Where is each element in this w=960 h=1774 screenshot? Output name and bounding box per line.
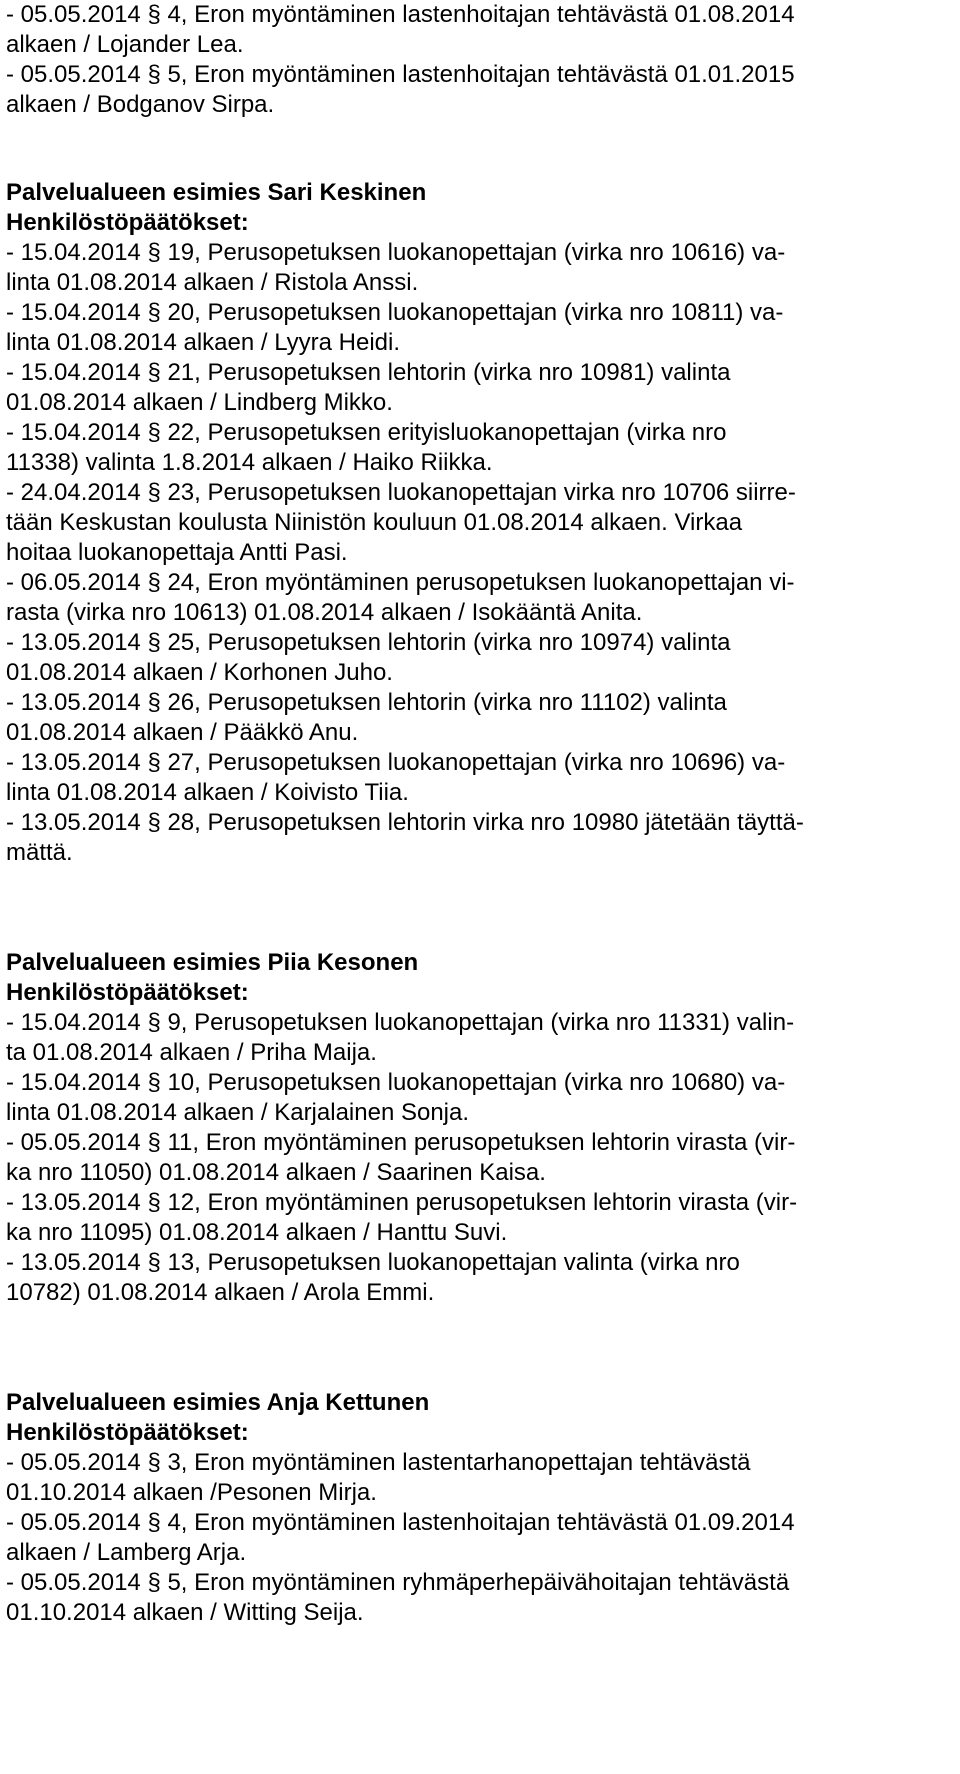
text-line: 01.10.2014 alkaen / Witting Seija. — [6, 1599, 364, 1626]
text-line: 10782) 01.08.2014 alkaen / Arola Emmi. — [6, 1279, 435, 1306]
text-line: - 13.05.2014 § 13, Perusopetuksen luokanopettajan valinta (virka nro — [6, 1249, 740, 1276]
text-line: 01.08.2014 alkaen / Korhonen Juho. — [6, 659, 393, 686]
text-line: alkaen / Bodganov Sirpa. — [6, 91, 275, 118]
text-line: - 05.05.2014 § 4, Eron myöntäminen lastenhoitajan tehtävästä 01.09.2014 — [6, 1509, 795, 1536]
text-line: tään Keskustan koulusta Niinistön kouluun 01.08.2014 alkaen. Virkaa — [6, 509, 743, 536]
text-line: 01.08.2014 alkaen / Pääkkö Anu. — [6, 719, 359, 746]
text-line: - 05.05.2014 § 4, Eron myöntäminen lastenhoitajan tehtävästä 01.08.2014 — [6, 1, 795, 28]
text-line: - 15.04.2014 § 22, Perusopetuksen erityisluokanopettajan (virka nro — [6, 419, 727, 446]
text-line: hoitaa luokanopettaja Antti Pasi. — [6, 539, 348, 566]
section-title: Palvelualueen esimies Piia Kesonen — [6, 949, 419, 976]
section-title: Palvelualueen esimies Anja Kettunen — [6, 1389, 430, 1416]
text-line: - 24.04.2014 § 23, Perusopetuksen luokanopettajan virka nro 10706 siirre- — [6, 479, 796, 506]
text-line: - 05.05.2014 § 5, Eron myöntäminen lastenhoitajan tehtävästä 01.01.2015 — [6, 61, 795, 88]
text-line: alkaen / Lamberg Arja. — [6, 1539, 247, 1566]
document-page — [6, 0, 946, 1628]
text-line: - 05.05.2014 § 5, Eron myöntäminen ryhmäperhepäivähoitajan tehtävästä — [6, 1569, 790, 1596]
section-sari-keskinen — [6, 178, 946, 868]
text-line: - 13.05.2014 § 26, Perusopetuksen lehtorin (virka nro 11102) valinta — [6, 689, 727, 716]
text-line: - 15.04.2014 § 10, Perusopetuksen luokanopettajan (virka nro 10680) va- — [6, 1069, 786, 1096]
text-line: linta 01.08.2014 alkaen / Ristola Anssi. — [6, 269, 419, 296]
text-line: - 15.04.2014 § 19, Perusopetuksen luokanopettajan (virka nro 10616) va- — [6, 239, 786, 266]
text-line: - 13.05.2014 § 25, Perusopetuksen lehtorin (virka nro 10974) valinta — [6, 629, 731, 656]
text-line: 01.08.2014 alkaen / Lindberg Mikko. — [6, 389, 393, 416]
text-line: - 05.05.2014 § 3, Eron myöntäminen lastentarhanopettajan tehtävästä — [6, 1449, 751, 1476]
text-line: - 05.05.2014 § 11, Eron myöntäminen perusopetuksen lehtorin virasta (vir- — [6, 1129, 796, 1156]
text-line: alkaen / Lojander Lea. — [6, 31, 244, 58]
text-line: - 15.04.2014 § 21, Perusopetuksen lehtorin (virka nro 10981) valinta — [6, 359, 731, 386]
text-line: - 13.05.2014 § 27, Perusopetuksen luokanopettajan (virka nro 10696) va- — [6, 749, 786, 776]
text-line: ka nro 11050) 01.08.2014 alkaen / Saarinen Kaisa. — [6, 1159, 546, 1186]
section-subtitle: Henkilöstöpäätökset: — [6, 209, 249, 236]
text-line: - 13.05.2014 § 28, Perusopetuksen lehtorin virka nro 10980 jätetään täyttä- — [6, 809, 804, 836]
section-subtitle: Henkilöstöpäätökset: — [6, 979, 249, 1006]
text-line: 01.10.2014 alkaen /Pesonen Mirja. — [6, 1479, 377, 1506]
text-line: ta 01.08.2014 alkaen / Priha Maija. — [6, 1039, 377, 1066]
section-anja-kettunen — [6, 1388, 946, 1628]
text-line: mättä. — [6, 839, 73, 866]
text-line: ka nro 11095) 01.08.2014 alkaen / Hanttu Suvi. — [6, 1219, 508, 1246]
text-line: - 13.05.2014 § 12, Eron myöntäminen perusopetuksen lehtorin virasta (vir- — [6, 1189, 798, 1216]
section-title: Palvelualueen esimies Sari Keskinen — [6, 179, 427, 206]
text-line: - 15.04.2014 § 9, Perusopetuksen luokanopettajan (virka nro 11331) valin- — [6, 1009, 795, 1036]
text-line: 11338) valinta 1.8.2014 alkaen / Haiko Riikka. — [6, 449, 493, 476]
text-line: - 15.04.2014 § 20, Perusopetuksen luokanopettajan (virka nro 10811) va- — [6, 299, 784, 326]
section-piia-kesonen — [6, 948, 946, 1308]
text-line: linta 01.08.2014 alkaen / Lyyra Heidi. — [6, 329, 401, 356]
section-subtitle: Henkilöstöpäätökset: — [6, 1419, 249, 1446]
text-line: linta 01.08.2014 alkaen / Koivisto Tiia. — [6, 779, 409, 806]
text-line: linta 01.08.2014 alkaen / Karjalainen Sonja. — [6, 1099, 470, 1126]
text-line: - 06.05.2014 § 24, Eron myöntäminen perusopetuksen luokanopettajan vi- — [6, 569, 795, 596]
intro-block — [6, 0, 946, 120]
text-line: rasta (virka nro 10613) 01.08.2014 alkaen / Isokääntä Anita. — [6, 599, 643, 626]
